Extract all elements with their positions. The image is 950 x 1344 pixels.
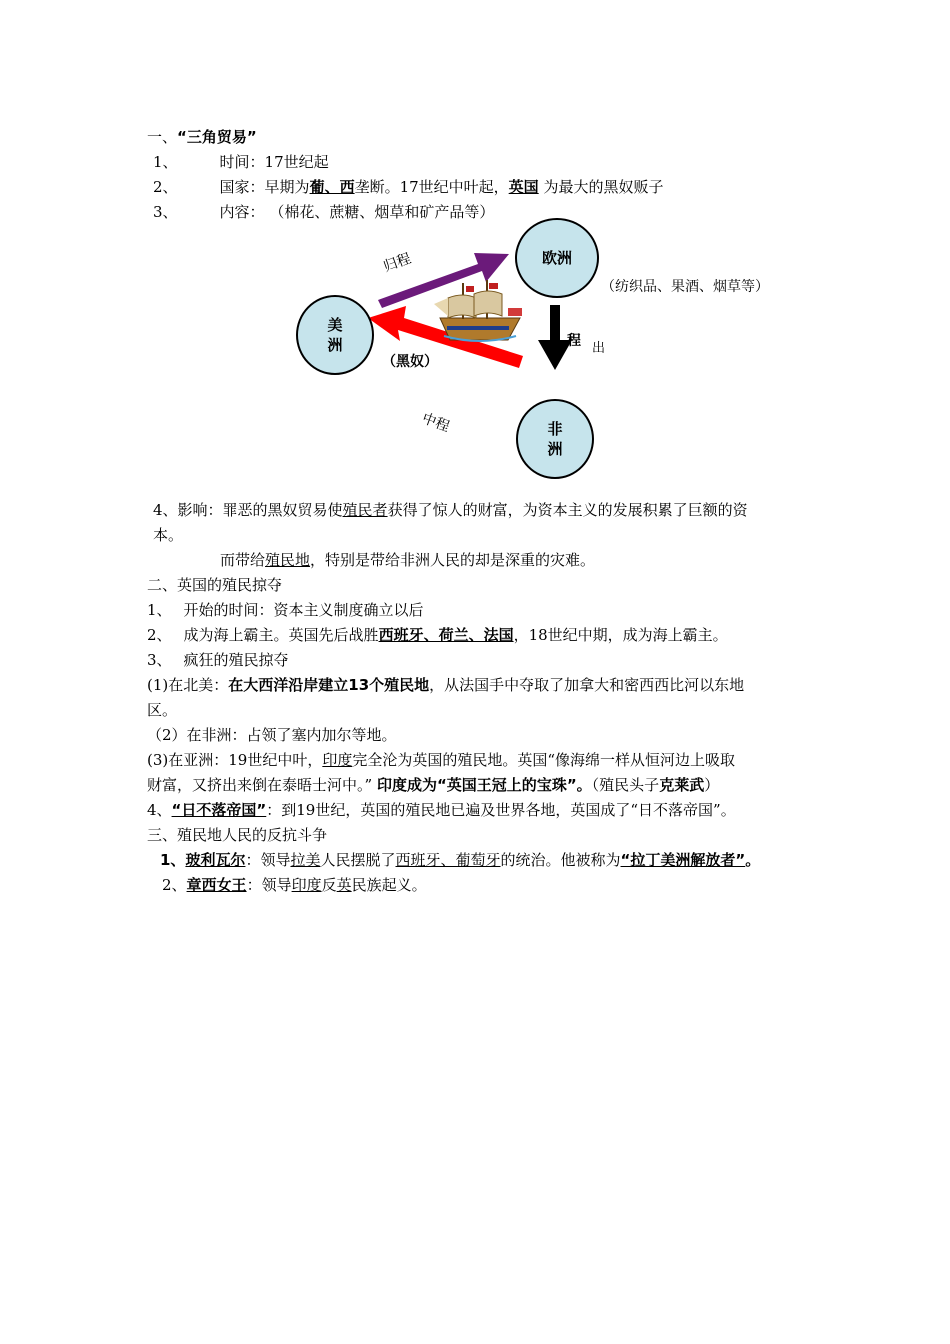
item-text: 疯狂的殖民掠夺 bbox=[183, 651, 289, 669]
america-label bbox=[327, 315, 342, 355]
item-text: 成为海上霸主。英国先后战胜 bbox=[183, 626, 379, 644]
return-label: 归程 bbox=[381, 250, 414, 276]
clive-name: 克莱武 bbox=[659, 776, 705, 794]
out-label-2: 出 bbox=[592, 341, 606, 356]
america-char-1: 美 bbox=[327, 316, 343, 334]
item-number: 1、 bbox=[147, 601, 172, 619]
middle-label: 中程 bbox=[419, 410, 452, 436]
item-text: 。 bbox=[745, 851, 761, 869]
item-text: 人民摆脱了 bbox=[320, 851, 396, 869]
impact-line3 bbox=[220, 549, 595, 571]
item-text: 反 bbox=[321, 876, 337, 894]
sub-text: (1)在北美： bbox=[147, 676, 229, 694]
out-label-1: 程 bbox=[567, 333, 581, 349]
item-text: ，18世纪中期，成为海上霸主。 bbox=[513, 626, 728, 644]
s3-item2 bbox=[162, 874, 427, 896]
america-char-2: 洲 bbox=[327, 336, 343, 354]
item-text: 时间：17世纪起 bbox=[219, 153, 329, 171]
impact-text: 而带给 bbox=[220, 551, 266, 569]
impact-text: ，特别是带给非洲人民的却是深重的灾难。 bbox=[310, 551, 596, 569]
impact-text: 获得了惊人的财富，为资本主义的发展积累了巨额的资 bbox=[387, 501, 748, 519]
s2-item2 bbox=[147, 624, 728, 646]
item-number: 2、 bbox=[147, 626, 172, 644]
s3-item1 bbox=[160, 849, 760, 871]
section3-title: 三、殖民地人民的反抗斗争 bbox=[147, 826, 328, 844]
sub-text: 完全沦为英国的殖民地。英国“像海绵一样从恒河边上吸取 bbox=[352, 751, 736, 769]
impact-text: 本。 bbox=[153, 526, 184, 544]
africa-node bbox=[516, 399, 594, 479]
impact-line1 bbox=[153, 499, 748, 521]
rani-name: 章西女王 bbox=[186, 876, 247, 894]
sub-text: ，从法国手中夺取了加拿大和密西西比河以东地 bbox=[429, 676, 745, 694]
spain-portugal-underline: 西班牙、葡萄牙 bbox=[395, 851, 501, 869]
item-number: 3、 bbox=[147, 651, 172, 669]
defeated-countries: 西班牙、荷兰、法国 bbox=[378, 626, 514, 644]
item-number: 3、 bbox=[153, 203, 178, 221]
europe-label: 欧洲 bbox=[541, 249, 572, 267]
s2-sub1-line1 bbox=[147, 674, 744, 696]
item-text: 内容： （棉花、蔗糖、烟草和矿产品等） bbox=[219, 203, 495, 221]
britain-highlight: 英国 bbox=[508, 178, 539, 196]
s2-sub3-line2 bbox=[147, 774, 719, 796]
india-underline: 印度 bbox=[291, 876, 322, 894]
bolivar-name: 玻利瓦尔 bbox=[185, 851, 246, 869]
europe-node bbox=[515, 218, 599, 298]
item-text: 民族起义。 bbox=[351, 876, 427, 894]
latin-america-underline: 拉美 bbox=[290, 851, 321, 869]
britain-underline: 英 bbox=[336, 876, 352, 894]
crown-jewel: 印度成为“英国王冠上的宝珠”。 bbox=[376, 776, 592, 794]
early-countries: 葡、西 bbox=[309, 178, 355, 196]
colony-underline: 殖民地 bbox=[265, 551, 311, 569]
sub-text: ） bbox=[704, 776, 720, 794]
s2-item4 bbox=[147, 799, 736, 821]
section-number: 一、 bbox=[147, 128, 178, 146]
item-number: 2、 bbox=[162, 876, 187, 894]
item-text: 为最大的黑奴贩子 bbox=[538, 178, 664, 196]
ship-icon bbox=[434, 280, 522, 341]
africa-char-2: 洲 bbox=[547, 440, 563, 458]
item-text: 开始的时间：资本主义制度确立以后 bbox=[183, 601, 424, 619]
item-text: ：领导 bbox=[246, 876, 292, 894]
section-title-bold: “三角贸易” bbox=[177, 128, 257, 146]
s2-item1 bbox=[147, 599, 424, 621]
item-number: 4、 bbox=[147, 801, 172, 819]
africa-label bbox=[547, 419, 562, 459]
item-text: 国家：早期为 bbox=[219, 178, 310, 196]
thirteen-colonies: 在大西洋沿岸建立13个殖民地 bbox=[228, 676, 430, 694]
item-number: 1、 bbox=[153, 153, 178, 171]
impact-text: 4、影响：罪恶的黑奴贸易使 bbox=[153, 501, 343, 519]
item-text: ：领导 bbox=[245, 851, 291, 869]
item-text: ：到19世纪，英国的殖民地已遍及世界各地，英国成了“日不落帝国”。 bbox=[266, 801, 736, 819]
s2-item3 bbox=[147, 649, 289, 671]
item-number: 1、 bbox=[160, 851, 186, 869]
sub-text: 财富，又挤出来倒在泰晤士河中。” bbox=[147, 776, 377, 794]
item-text: 垄断。17世纪中叶起， bbox=[354, 178, 509, 196]
s2-sub1-line2: 区。 bbox=[147, 701, 178, 719]
item-text: 的统治。他被称为 bbox=[500, 851, 621, 869]
america-node bbox=[296, 295, 374, 375]
goods-label: （纺织品、果酒、烟草等） bbox=[601, 279, 769, 295]
impact-line2 bbox=[153, 524, 183, 546]
india-underline: 印度 bbox=[322, 751, 353, 769]
s2-sub3-line1 bbox=[147, 749, 735, 771]
s2-sub2: （2）在非洲：占领了塞内加尔等地。 bbox=[147, 726, 397, 744]
empire-sun-never-sets: “日不落帝国” bbox=[171, 801, 267, 819]
trade-arrows bbox=[0, 0, 950, 520]
item-number: 2、 bbox=[153, 178, 178, 196]
sub-text: （殖民头子 bbox=[591, 776, 660, 794]
slaves-label: （黑奴） bbox=[382, 354, 438, 370]
colonizers-underline: 殖民者 bbox=[342, 501, 388, 519]
africa-char-1: 非 bbox=[547, 420, 563, 438]
section2-title: 二、英国的殖民掠夺 bbox=[147, 576, 283, 594]
sub-text: (3)在亚洲：19世纪中叶， bbox=[147, 751, 323, 769]
liberator-title: “拉丁美洲解放者” bbox=[620, 851, 746, 869]
